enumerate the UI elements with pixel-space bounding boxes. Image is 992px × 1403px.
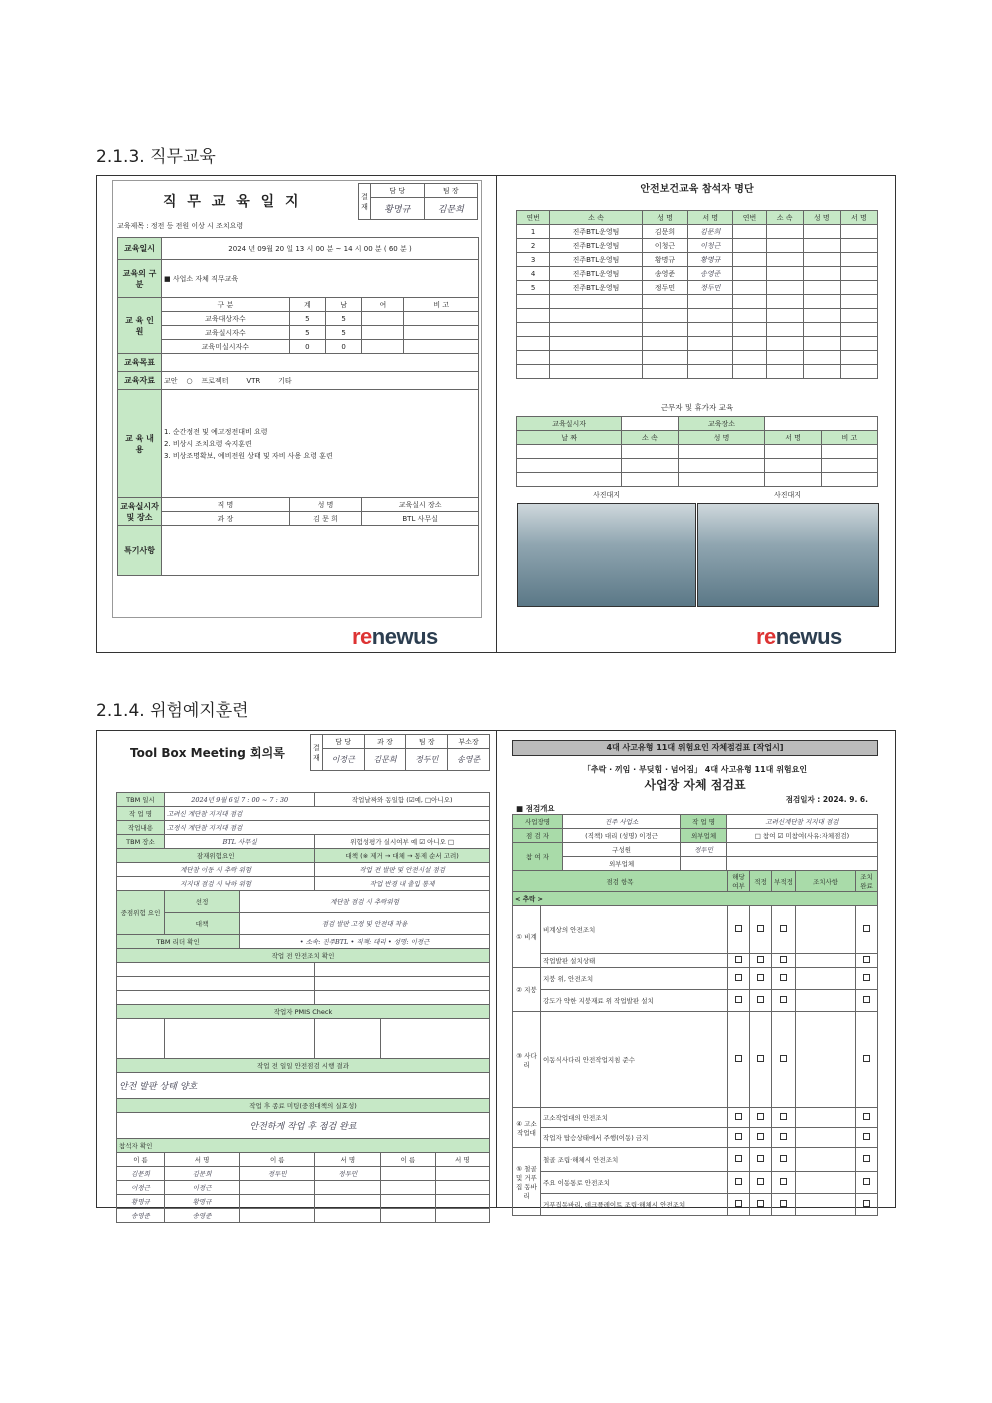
renewus-logo-2: renewus <box>756 624 842 649</box>
training-photo-1 <box>517 503 696 607</box>
section-heading-training: 2.1.3. 직무교육 <box>96 147 216 167</box>
log-title: 직 무 교 육 일 지 <box>163 194 302 210</box>
training-log <box>112 180 482 618</box>
check-table: 점검 항목 해당 여부 적정 부적정 조치사항 조치 완료 < 추락 > ① 비계 비계상의 안전조치 작업발판 설치상태 ② 지붕 지붕 위, 안전조치 강도가 약한 지붕재료 위 작업발판 설치 ③ 사다리 이동식사다리 안전작업지침 준수 ④ 고소작업대 고소작업대의 안전조치 작업자 탑승상태에서 주행(이동) 금지 ⑤ 철골 및 거푸집 동바리 철골 조립·해체시 안전조치 주요 이동통로 안전조치 거푸집동바리, 데크플레이트 조립·해체시 안전조치 <box>512 870 878 1216</box>
tbm-approval: 결재 담 당 과 장 팀 장 부소장 이정근 김문희 정두민 송영준 <box>310 734 490 771</box>
tbm-form <box>112 732 492 1220</box>
renewus-logo: renewus <box>352 624 438 649</box>
absent-title: 근무자 및 휴가자 교육 <box>660 403 734 412</box>
overview-table: 사업장명 진주 사업소 작 업 명 고려신계단참 지지대 점검 점 검 자 (직책) 대리 (성명) 이정근 외부업체 □ 참여 ☑ 미참여(사유:자체점검) 참 여 자 구성원 정두민 외부업체 <box>512 814 878 871</box>
checklist-title: 사업장 자체 점검표 <box>644 778 746 792</box>
log-subject: 교육제목 : 정전 등 전원 이상 시 조치요령 <box>117 222 244 230</box>
tbm-title: Tool Box Meeting 회의록 <box>130 746 285 760</box>
roster-table: 연번 소 속 성 명 서 명 연번 소 속 성 명 서 명 1 진주BTL운영팀 김문희 김문희 2 진주BTL운영팀 이청근 이청근 3 진주BTL운영팀 황명규 황명규 4 진주BTL운영팀 송영준 송영준 5 진주BTL운영팀 정두민 정두민 <box>516 210 878 379</box>
checklist-banner: 4대 사고유형 11대 위험요인 자체점검표 [작업시] <box>512 740 878 756</box>
checklist-date: 점검일자 : 2024. 9. 6. <box>785 795 868 804</box>
tbm-table: TBM 일시 2024년 9월 6일 7 : 00 ~ 7 : 30 작업날짜와 동일함 (☑예, □아니오) 작 업 명 고려신 계단참 지지대 점검 작업내용 고정식 계단참 지지대 점검 TBM 장소 BTL 사무실 위험성평가 실시여부 예 ☑ 아니오 □ 잠재위험요인 대책 (※ 제거 → 대체 → 통제 순서 고려) 계단참 이동 시 추락 위험 작업 전 발판 및 안전시설 점검 지지대 점검 시 낙하 위험 작업 반경 내 출입 통제 중점위험 요인 선정 계단참 점검 시 추락위험 대책 점검 발판 고정 및 안전대 착용 TBM 리더 확인 • 소속: 진주BTL • 직책: 대리 • 성명: 이정근 작업 전 안전조치 확인 작업자 PMIS Check 작업 전 일일 안전점검 시행 결과 안전 발판 상태 양호 작업 후 종료 미팅(중점대책의 실효성) 안전하게 작업 후 점검 완료 참석자 확인 이 름 서 명 이 름 서 명 이 름 서 명 김문희 김문희 정두민 정두민 이정근 이정근 황명규 황명규 송영준 송영준 <box>116 792 490 1223</box>
roster-title: 안전보건교육 참석자 명단 <box>640 184 754 195</box>
section-heading-risk: 2.1.4. 위험예지훈련 <box>96 701 249 721</box>
overview-heading: ■ 점검개요 <box>516 804 555 813</box>
checklist <box>510 740 880 1209</box>
log-table: 교육일시 2024 년 09월 20 일 13 시 00 분 ~ 14 시 00 분 ( 60 분 ) 교육의 구 분 ■ 사업소 자체 직무교육 교 육 인 원 구 분 계 남 여 비 고 교육대상자수 5 5 교육실시자수 5 5 교육미실시자수 0 0 교육목표 교육자료 교안 ○ 프로젝터 VTR 기타 교 육 내 용 1. 순간정전 및 예고정전대비 요령 2. 비상시 조치요령 숙지훈련 3. 비상조명확보, 예비전원 상태 및 자비 사용 요령 훈련 교육실시자 및 장소 직 명 성 명 교육실시 장소 과 장 김 문 희 BTL 사무실 특기사항 <box>117 237 479 576</box>
log-approval: 결재 담 당 팀 장 황명규 김문희 <box>358 183 478 220</box>
photo-label-2: 사진대지 <box>773 491 802 499</box>
checklist-subtitle: 「추락 · 끼임 · 부딪힘 · 넘어짐」 4대 사고유형 11대 위험요인 <box>582 765 808 774</box>
absent-table: 교육실시자 교육장소 날 짜 소 속 성 명 서 명 비 고 <box>516 416 878 487</box>
training-photo-2 <box>697 503 879 607</box>
photo-label-1: 사진대지 <box>592 491 621 499</box>
